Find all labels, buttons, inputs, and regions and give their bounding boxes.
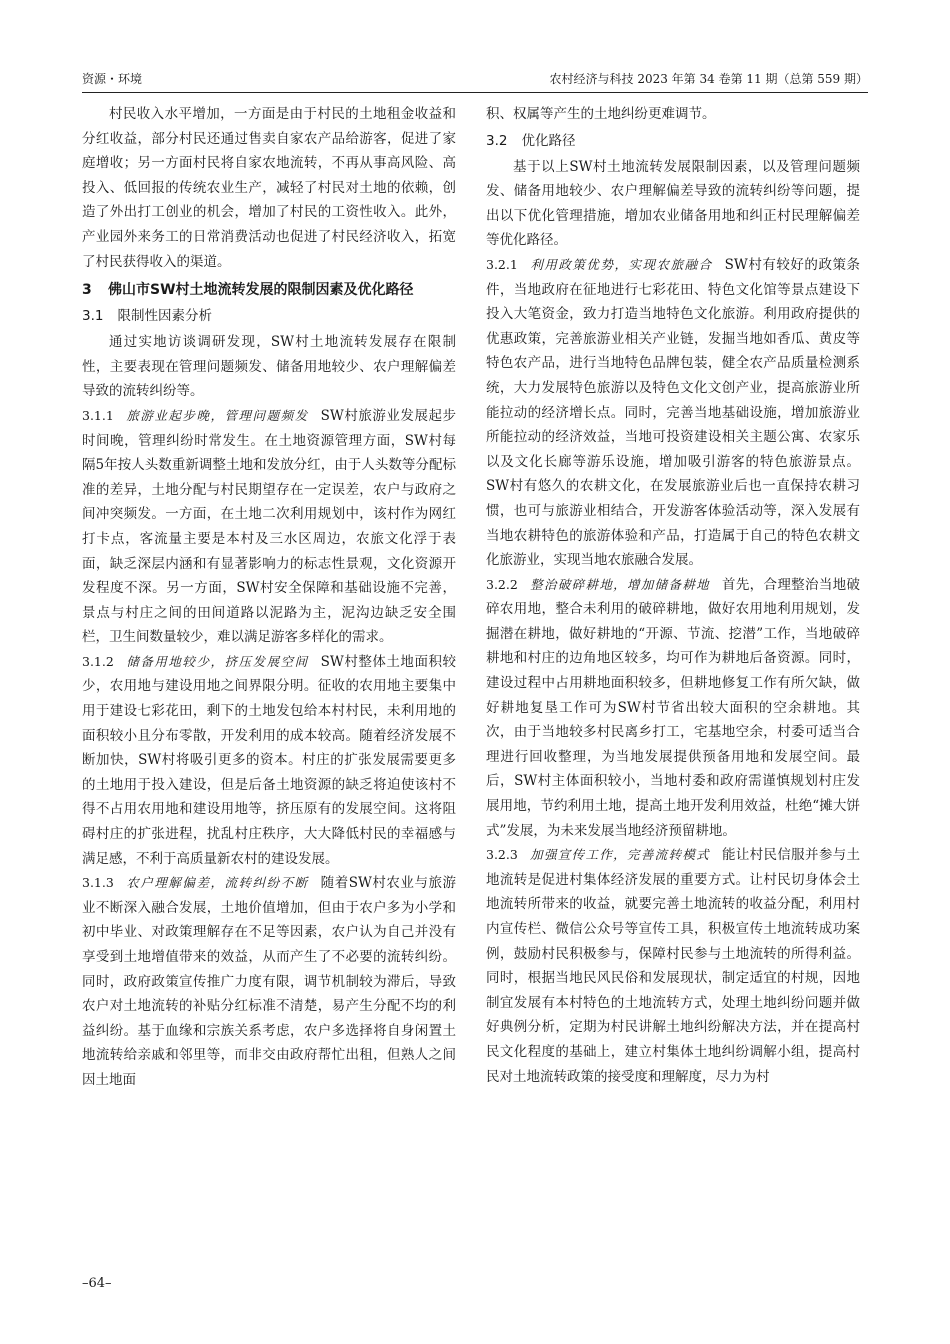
subsubsection-text: SW村整体土地面积较少，农用地与建设用地之间界限分明。征收的农用地主要集中用于建设七彩花田，剩下的土地发包给本村村民，未利用地的面积较小且分布零散，开发利用的成本较高。随着经济发展不断加快，SW村将吸引更多的资本。村庄的扩张发展需要更多的土地用于投入建设，但是后备土地资源的缺乏将迫使该村不得不占用农用地和建设用地等，挤压原有的发展空间。这将阻碍村庄的扩张进程，扰乱村庄秩序，大大降低村民的幸福感与满足感，不利于高质量新农村的建设发展。 [82, 653, 456, 867]
running-header-section: 资源・环境 [82, 72, 143, 86]
left-column [82, 102, 456, 1093]
paragraph-3-2-2 [486, 573, 860, 844]
paragraph-income: 村民收入水平增加，一方面是由于村民的土地租金收益和分红收益，部分村民还通过售卖自家农产品给游客，促进了家庭增收；另一方面村民将自家农地流转，不再从事高风险、高投入、低回报的传统农业生产，减轻了村民对土地的依赖，创造了外出打工创业的机会，增加了村民的工资性收入。此外，产业园外来务工的日常消费活动也促进了村民经济收入，拓宽了村民获得收入的渠道。 [82, 106, 456, 270]
section-number: 3 [82, 282, 92, 299]
right-column [486, 102, 860, 1089]
running-header-journal: 农村经济与科技 2023 年第 34 卷第 11 期（总第 559 期） [549, 72, 868, 86]
subsubsection-text: 首先，合理整治当地破碎农用地，整合未利用的破碎耕地，做好农用地利用规划，发掘潜在耕地，做好耕地的“开源、节流、挖潜”工作，当地破碎耕地和村庄的边角地区较多，均可作为耕地后备资源。同时，建设过程中占用耕地面积较多，但耕地修复工作有所欠缺，做好耕地复垦工作可为SW村节省出较大面积的空余耕地。其次，由于当地较多村民离乡打工，宅基地空余，村委可适当合理进行回收整理，为当地发展提供预备用地和发展空间。最后，SW村主体面积较小，当地村委和政府需谨慎规划村庄发展用地，节约利用土地，提高土地开发利用效益，杜绝“摊大饼式”发展，为未来发展当地经济预留耕地。 [486, 576, 860, 839]
subsection-title: 优化路径 [521, 132, 576, 149]
paragraph-3-2-3 [486, 843, 860, 1089]
subsubsection-number: 3.2.3 [486, 847, 518, 863]
subsubsection-title: 旅游业起步晚，管理问题频发 [125, 407, 309, 423]
subsubsection-title: 加强宣传工作，完善流转模式 [529, 847, 710, 863]
subsubsection-text: SW村有较好的政策条件，当地政府在征地进行七彩花田、特色文化馆等景点建设下投入大笔资金，致力打造当地特色文化旅游。利用政府提供的优惠政策，完善旅游业相关产业链，发掘当地如香瓜、黄皮等特色农产品，进行当地特色品牌包装，健全农产品质量检测系统，大力发展特色旅游以及特色文化文创产业，提高旅游业所能拉动的经济增长点。同时，完善当地基础设施，增加旅游业所能拉动的经济效益，当地可投资建设相关主题公寓、农家乐以及文化长廊等游乐设施，增加吸引游客的特色旅游景点。SW村有悠久的农耕文化，在发展旅游业后也一直保持农耕习惯，也可与旅游业相结合，开发游客体验活动等，深入发展有当地农耕特色的旅游体验和产品，打造属于自己的特色农耕文化旅游业，实现当地农旅融合发展。 [486, 256, 860, 569]
section-3-2-heading [486, 129, 860, 153]
section-3-1-heading [82, 304, 456, 328]
section-3-heading [82, 278, 456, 302]
subsubsection-number: 3.1.2 [82, 653, 114, 669]
subsubsection-number: 3.2.2 [486, 576, 518, 592]
paragraph-3-2: 基于以上SW村土地流转发展限制因素，以及管理问题频发、储备用地较少、农户理解偏差导致的流转纠纷等问题，提出以下优化管理措施，增加农业储备用地和纠正村民理解偏差等优化路径。 [486, 158, 860, 249]
header-divider [82, 92, 868, 93]
subsection-title: 限制性因素分析 [117, 308, 212, 325]
subsubsection-number: 3.1.3 [82, 875, 114, 891]
subsubsection-text: 能让村民信服并参与土地流转是促进村集体经济发展的重要方式。让村民切身体会土地流转所带来的收益，就要完善土地流转的收益分配，利用村内宣传栏、微信公众号等宣传工具，积极宣传土地流转成功案例，鼓励村民积极参与，保障村民参与土地流转的所得利益。同时，根据当地民风民俗和发展现状，制定适宜的村规，因地制宜发展有本村特色的土地流转方式，处理土地纠纷问题并做好典例分析，定期为村民讲解土地纠纷解决方法，并在提高村民文化程度的基础上，建立村集体土地纠纷调解小组，提高村民对土地流转政策的接受度和理解度，尽力为村 [486, 847, 860, 1085]
subsubsection-number: 3.1.1 [82, 407, 114, 423]
paragraph-3-2-1 [486, 253, 860, 573]
subsubsection-text: SW村旅游业发展起步时间晚，管理纠纷时常发生。在土地资源管理方面，SW村每隔5年按人头数重新调整土地和发放分红，由于人头数等分配标准的差异，土地分配与村民期望存在一定误差，农户与政府之间冲突频发。一方面，在土地二次利用规划中，该村作为网红打卡点，客流量主要是本村及三水区周边，农旅文化浮于表面，缺乏深层内涵和有显著影响力的标志性景观，文化资源开发程度不深。另一方面，SW村安全保障和基础设施不完善，景点与村庄之间的田间道路以泥路为主，泥沟边缺乏安全围栏，卫生间数量较少，难以满足游客多样化的需求。 [82, 407, 456, 646]
subsubsection-title: 整治破碎耕地，增加储备耕地 [529, 576, 710, 592]
page-number: –64– [82, 1276, 112, 1291]
subsubsection-title: 利用政策优势，实现农旅融合 [529, 256, 713, 272]
running-header [82, 70, 868, 90]
subsection-number: 3.1 [82, 308, 104, 325]
subsubsection-title: 储备用地较少，挤压发展空间 [125, 653, 309, 669]
subsubsection-title: 农户理解偏差，流转纠纷不断 [125, 875, 309, 891]
subsection-number: 3.2 [486, 132, 508, 149]
subsubsection-number: 3.2.1 [486, 256, 518, 272]
section-title: 佛山市SW村土地流转发展的限制因素及优化路径 [108, 282, 414, 299]
paragraph-continued: 积、权属等产生的土地纠纷更难调节。 [486, 106, 716, 122]
paragraph-3-1-2 [82, 650, 456, 871]
paragraph-3-1: 通过实地访谈调研发现，SW村土地流转发展存在限制性，主要表现在管理问题频发、储备用地较少、农户理解偏差导致的流转纠纷等。 [82, 334, 456, 400]
paragraph-3-1-3 [82, 871, 456, 1092]
subsubsection-text: 随着SW村农业与旅游业不断深入融合发展，土地价值增加，但由于农户多为小学和初中毕业、对政策理解存在不足等因素，农户认为自己并没有享受到土地增值带来的效益，从而产生了不必要的流转纠纷。同时，政府政策宣传推广力度有限，调节机制较为滞后，导致农户对土地流转的补贴分红标准不清楚，易产生分配不均的利益纠纷。基于血缘和宗族关系考虑，农户多选择将自身闲置土地流转给亲戚和邻里等，而非交由政府帮忙出租，但熟人之间因土地面 [82, 875, 456, 1088]
paragraph-3-1-1 [82, 404, 456, 650]
